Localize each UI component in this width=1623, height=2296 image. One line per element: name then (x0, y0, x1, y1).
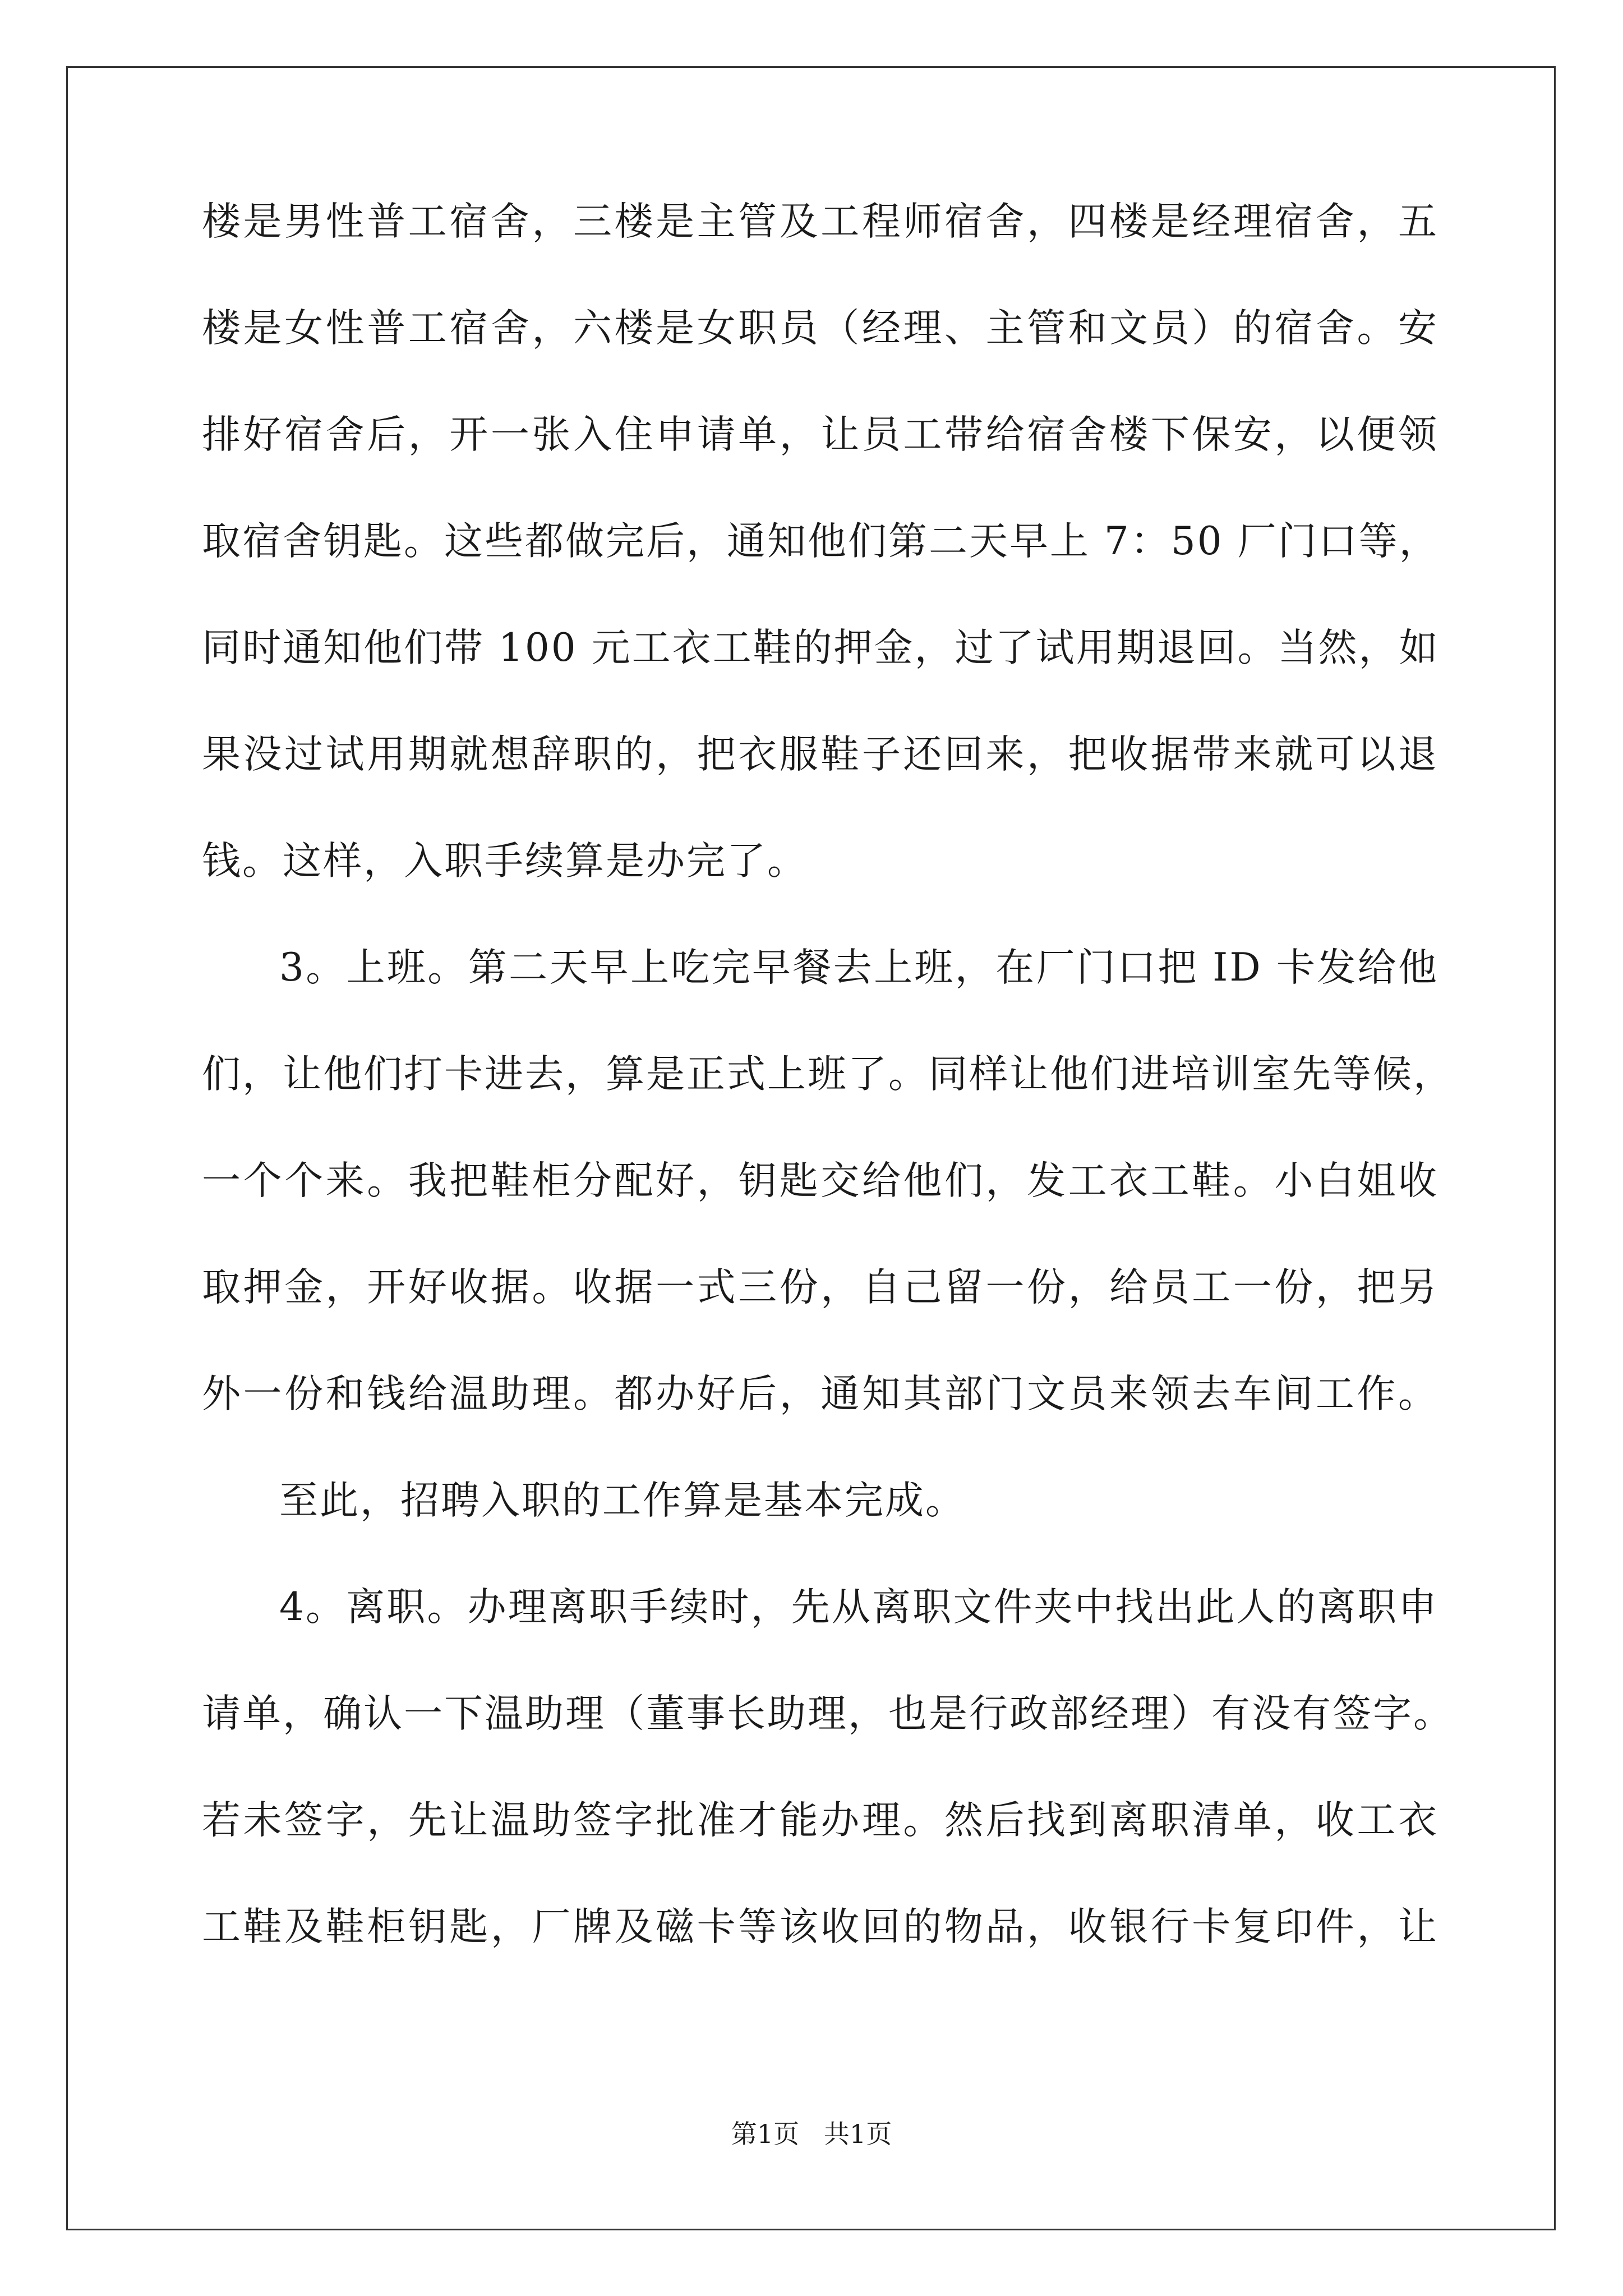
body-line-4: 取宿舍钥匙。这些都做完后，通知他们第二天早上 7：50 厂门口等， (202, 519, 1440, 564)
body-line-17: 工鞋及鞋柜钥匙，厂牌及磁卡等该收回的物品，收银行卡复印件，让 (202, 1904, 1438, 1949)
body-line-1: 楼是男性普工宿舍，三楼是主管及工程师宿舍，四楼是经理宿舍，五 (202, 199, 1438, 244)
document-body (202, 199, 1454, 2014)
body-line-16: 若未签字，先让温助签字批准才能办理。然后找到离职清单，收工衣 (202, 1798, 1438, 1843)
body-line-3: 排好宿舍后，开一张入住申请单，让员工带给宿舍楼下保安，以便领 (202, 412, 1438, 457)
body-line-11: 取押金，开好收据。收据一式三份，自己留一份，给员工一份，把另 (202, 1265, 1438, 1310)
body-line-2: 楼是女性普工宿舍，六楼是女职员（经理、主管和文员）的宿舍。安 (202, 306, 1438, 351)
body-line-10: 一个个来。我把鞋柜分配好，钥匙交给他们，发工衣工鞋。小白姐收 (202, 1158, 1438, 1203)
page-number-footer: 第1页 共1页 (731, 2119, 892, 2149)
body-line-13: 至此，招聘入职的工作算是基本完成。 (279, 1478, 966, 1523)
body-line-12: 外一份和钱给温助理。都办好后，通知其部门文员来领去车间工作。 (202, 1372, 1438, 1416)
body-line-14: 4。离职。办理离职手续时，先从离职文件夹中找出此人的离职申 (279, 1585, 1438, 1630)
body-line-8: 3。上班。第二天早上吃完早餐去上班，在厂门口把 ID 卡发给他 (279, 945, 1438, 990)
body-line-15: 请单，确认一下温助理（董事长助理，也是行政部经理）有没有签字。 (202, 1691, 1454, 1736)
body-line-5: 同时通知他们带 100 元工衣工鞋的押金，过了试用期退回。当然，如 (202, 625, 1440, 670)
body-line-6: 果没过试用期就想辞职的，把衣服鞋子还回来，把收据带来就可以退 (202, 732, 1438, 777)
body-line-7: 钱。这样，入职手续算是办完了。 (202, 839, 808, 884)
body-line-9: 们，让他们打卡进去，算是正式上班了。同样让他们进培训室先等候， (202, 1052, 1454, 1097)
